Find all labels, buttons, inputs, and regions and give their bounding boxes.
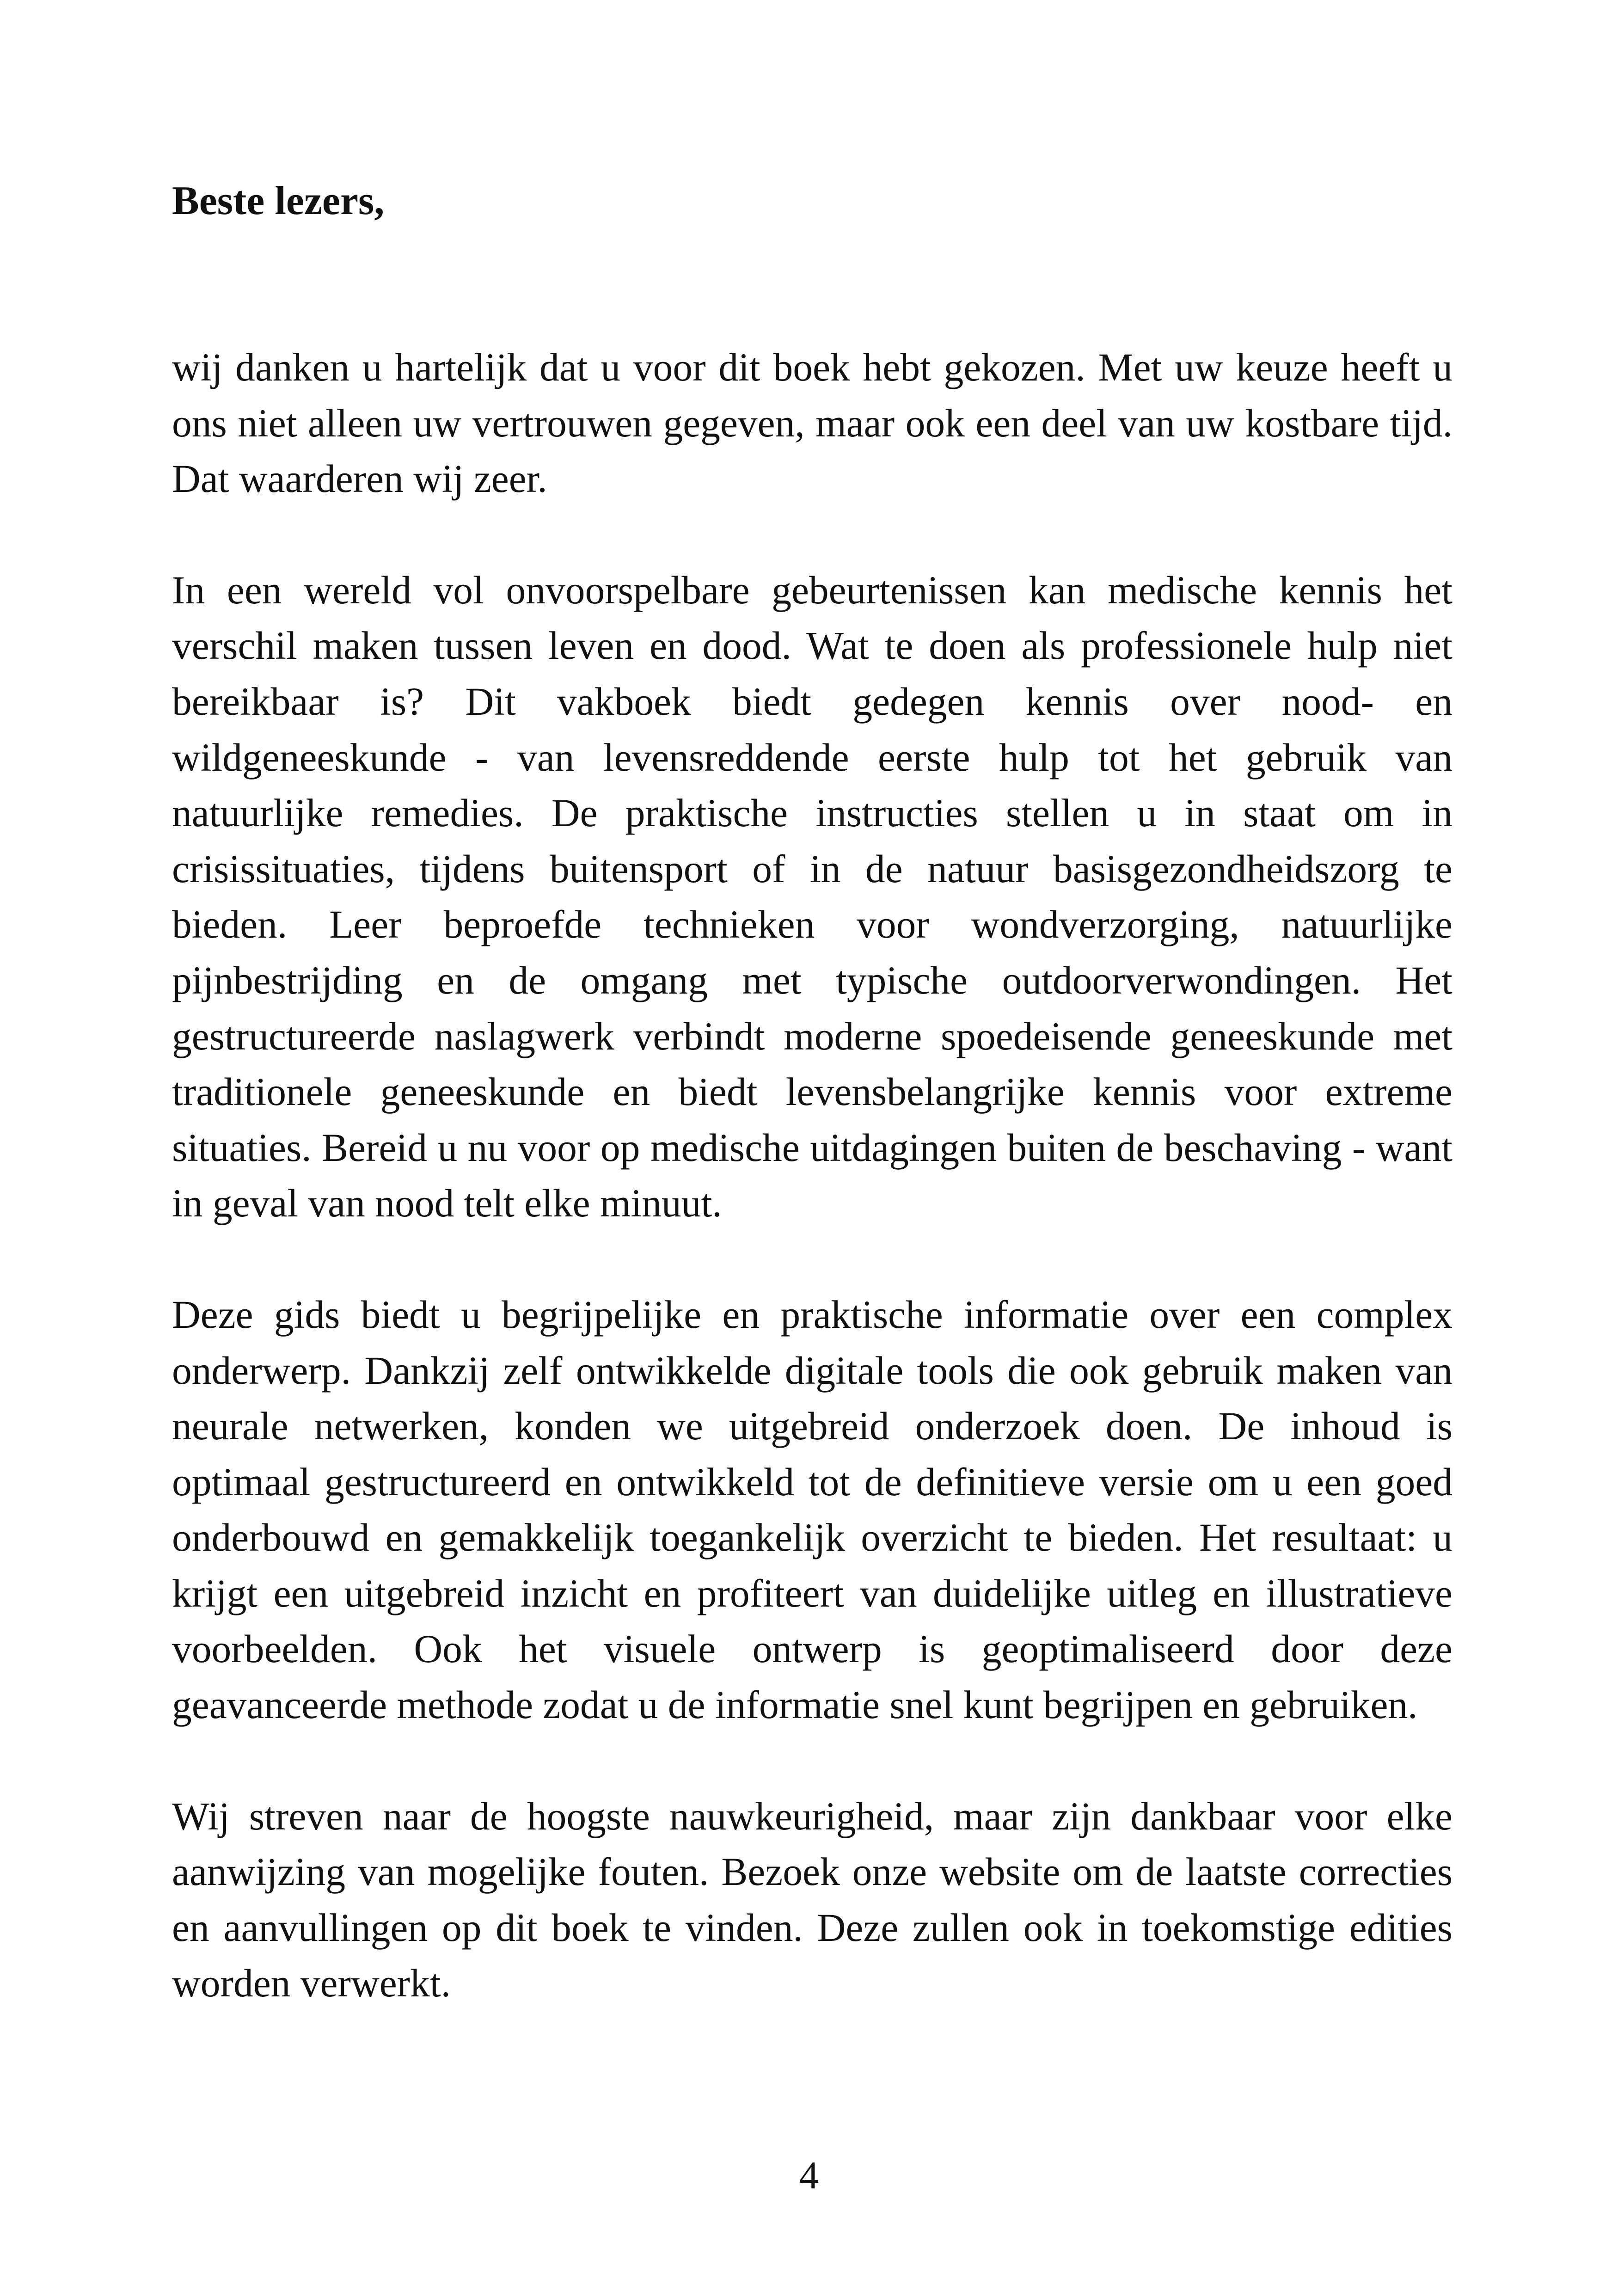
paragraph-about-guide: Deze gids biedt u begrijpelijke en praktische informatie over een complex onderwerp. Dankzij zelf ontwikkelde digitale tools die ook gebruik maken van neurale netwerken, konden we uitgebreid onderzoek doen. De inhoud is optimaal gestructureerd en ontwikkeld tot de definitieve versie om u een goed onderbouwd en gemakkelijk toegankelijk overzicht te bieden. Het resultaat: u krijgt een uitgebreid inzicht en profiteert van duidelijke uitleg en illustratieve voorbeelden. Ook het visuele ontwerp is geoptimaliseerd door deze geavanceerde methode zodat u de informatie snel kunt begrijpen en gebruiken.: [172, 1293, 1453, 1727]
page-heading: Beste lezers,: [172, 178, 385, 223]
body-text: [172, 340, 1453, 2067]
paragraph-intro: wij danken u hartelijk dat u voor dit boek hebt gekozen. Met uw keuze heeft u ons niet alleen uw vertrouwen gegeven, maar ook een deel van uw kostbare tijd. Dat waarderen wij zeer.: [172, 346, 1453, 501]
paragraph-corrections: Wij streven naar de hoogste nauwkeurigheid, maar zijn dankbaar voor elke aanwijzing van mogelijke fouten. Bezoek onze website om de laatste correcties en aanvullingen op dit boek te vinden. Deze zullen ook in toekomstige edities worden verwerkt.: [172, 1794, 1453, 2006]
page-number: 4: [799, 2154, 819, 2197]
paragraph-about-book: In een wereld vol onvoorspelbare gebeurtenissen kan medische kennis het verschil maken tussen leven en dood. Wat te doen als professionele hulp niet bereikbaar is? Dit vakboek biedt gedegen kennis over nood- en wildgeneeskunde - van levensreddende eerste hulp tot het gebruik van natuurlijke remedies. De praktische instructies stellen u in staat om in crisissituaties, tijdens buitensport of in de natuur basisgezondheidszorg te bieden. Leer beproefde technieken voor wondverzorging, natuurlijke pijnbestrijding en de omgang met typische outdoorverwondingen. Het gestructureerde naslagwerk verbindt moderne spoedeisende geneeskunde met traditionele geneeskunde en biedt levensbelangrijke kennis voor extreme situaties. Bereid u nu voor op medische uitdagingen buiten de beschaving - want in geval van nood telt elke minuut.: [172, 568, 1453, 1226]
